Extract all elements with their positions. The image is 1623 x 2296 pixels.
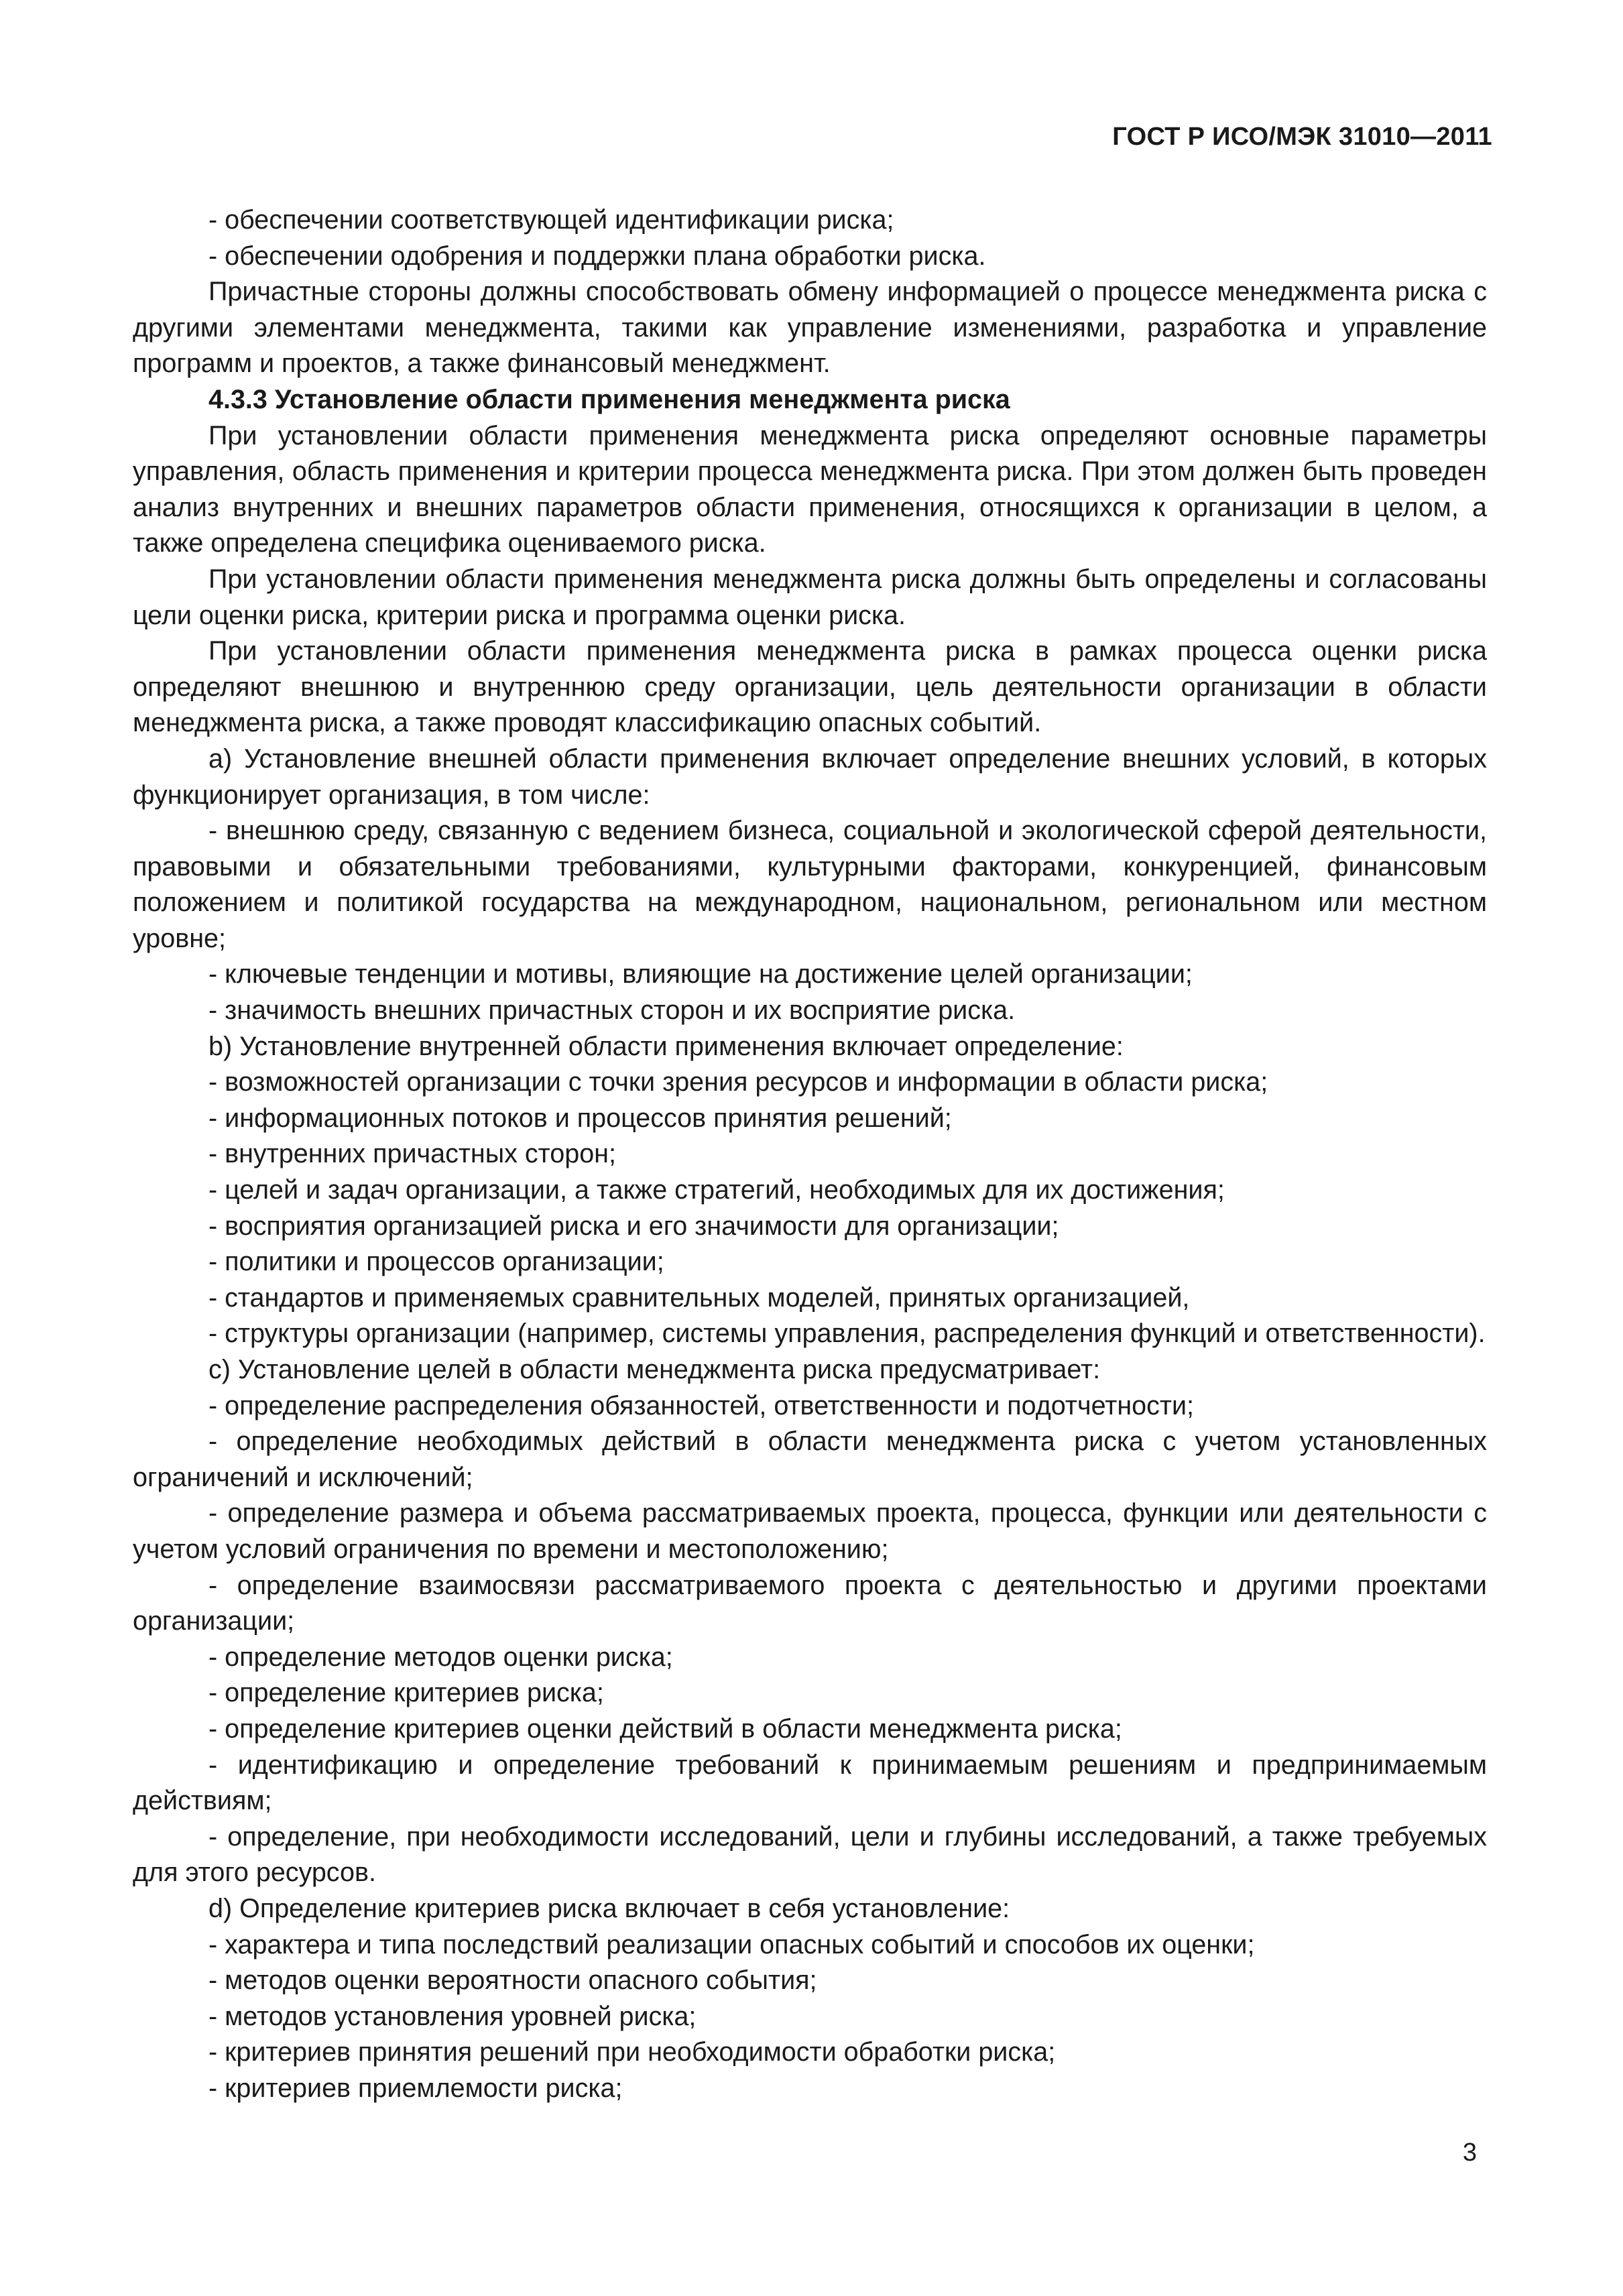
page-number: 3	[1462, 2138, 1477, 2167]
paragraph: - определение взаимосвязи рассматриваемого проекта с деятельностью и другими проектами организации;	[133, 1570, 1487, 1636]
paragraph: - целей и задач организации, а также стратегий, необходимых для их достижения;	[208, 1175, 1225, 1205]
paragraph: - определение необходимых действий в области менеджмента риска с учетом установленных ограничений и исключений;	[133, 1427, 1487, 1492]
paragraph: b) Установление внутренней области применения включает определение:	[208, 1031, 1124, 1061]
paragraph: - определение распределения обязанностей, ответственности и подотчетности;	[208, 1390, 1194, 1421]
paragraph: - определение размера и объема рассматриваемых проекта, процесса, функции или деятельности с учетом условий ограничения по времени и местоположению;	[133, 1498, 1487, 1564]
paragraph: d) Определение критериев риска включает в себя установление:	[208, 1893, 1010, 1923]
paragraph: - определение критериев риска;	[208, 1678, 604, 1708]
paragraph: - внешнюю среду, связанную с ведением бизнеса, социальной и экологической сферой деятельности, правовыми и обязательными требованиями, культурными факторами, конкуренцией, финансовым положением и политикой государства на международном, национальном, региональном или местном уровне;	[133, 816, 1487, 953]
paragraph: При установлении области применения менеджмента риска определяют основные параметры управления, область применения и критерии процесса менеджмента риска. При этом должен быть проведен анализ внутренних и внешних параметров области применения, относящихся к организации в целом, а также определена специфика оцениваемого риска.	[133, 420, 1487, 558]
paragraph: - характера и типа последствий реализации опасных событий и способов их оценки;	[208, 1929, 1255, 1959]
paragraph: - значимость внешних причастных сторон и их восприятие риска.	[208, 995, 1016, 1026]
paragraph: - идентификацию и определение требований к принимаемым решениям и предпринимаемым действиям;	[133, 1750, 1487, 1816]
document-header: ГОСТ Р ИСО/МЭК 31010—2011	[1112, 123, 1492, 151]
paragraph: - стандартов и применяемых сравнительных моделей, принятых организацией,	[208, 1282, 1190, 1313]
paragraph: При установлении области применения менеджмента риска в рамках процесса оценки риска определяют внешнюю и внутреннюю среду организации, цель деятельности организации в области менеджмента риска, а также проводят классификацию опасных событий.	[133, 636, 1487, 738]
paragraph: - внутренних причастных сторон;	[208, 1139, 616, 1169]
section-heading: 4.3.3 Установление области применения менеджмента риска	[208, 384, 1010, 414]
paragraph: - обеспечении соответствующей идентификации риска;	[208, 205, 894, 235]
paragraph: - критериев приемлемости риска;	[208, 2073, 623, 2103]
paragraph: Причастные стороны должны способствовать обмену информацией о процессе менеджмента риска с другими элементами менеджмента, такими как управление изменениями, разработка и управление программ и проектов, а также финансовый менеджмент.	[133, 277, 1487, 379]
paragraph: - определение критериев оценки действий в области менеджмента риска;	[208, 1713, 1122, 1744]
paragraph: c) Установление целей в области менеджмента риска предусматривает:	[208, 1355, 1101, 1384]
paragraph: - определение методов оценки риска;	[208, 1642, 673, 1672]
paragraph: - определение, при необходимости исследований, цели и глубины исследований, а также требуемых для этого ресурсов.	[133, 1821, 1487, 1888]
paragraph: - политики и процессов организации;	[208, 1247, 664, 1277]
paragraph: При установлении области применения менеджмента риска должны быть определены и согласованы цели оценки риска, критерии риска и программа оценки риска.	[133, 564, 1487, 630]
paragraph: - возможностей организации с точки зрения ресурсов и информации в области риска;	[208, 1067, 1268, 1097]
paragraph: - методов установления уровней риска;	[208, 2001, 697, 2031]
paragraph: - обеспечении одобрения и поддержки плана обработки риска.	[208, 241, 986, 271]
paragraph: - методов оценки вероятности опасного события;	[208, 1966, 817, 1996]
document-body	[133, 202, 1487, 2106]
paragraph: a) Установление внешней области применения включает определение внешних условий, в которых функционирует организация, в том числе:	[133, 743, 1487, 810]
paragraph: - ключевые тенденции и мотивы, влияющие на достижение целей организации;	[208, 959, 1193, 989]
paragraph: - восприятия организацией риска и его значимости для организации;	[208, 1211, 1059, 1241]
paragraph: - информационных потоков и процессов принятия решений;	[208, 1103, 952, 1133]
paragraph: - критериев принятия решений при необходимости обработки риска;	[208, 2037, 1056, 2067]
paragraph: - структуры организации (например, системы управления, распределения функций и ответственности).	[208, 1319, 1486, 1349]
